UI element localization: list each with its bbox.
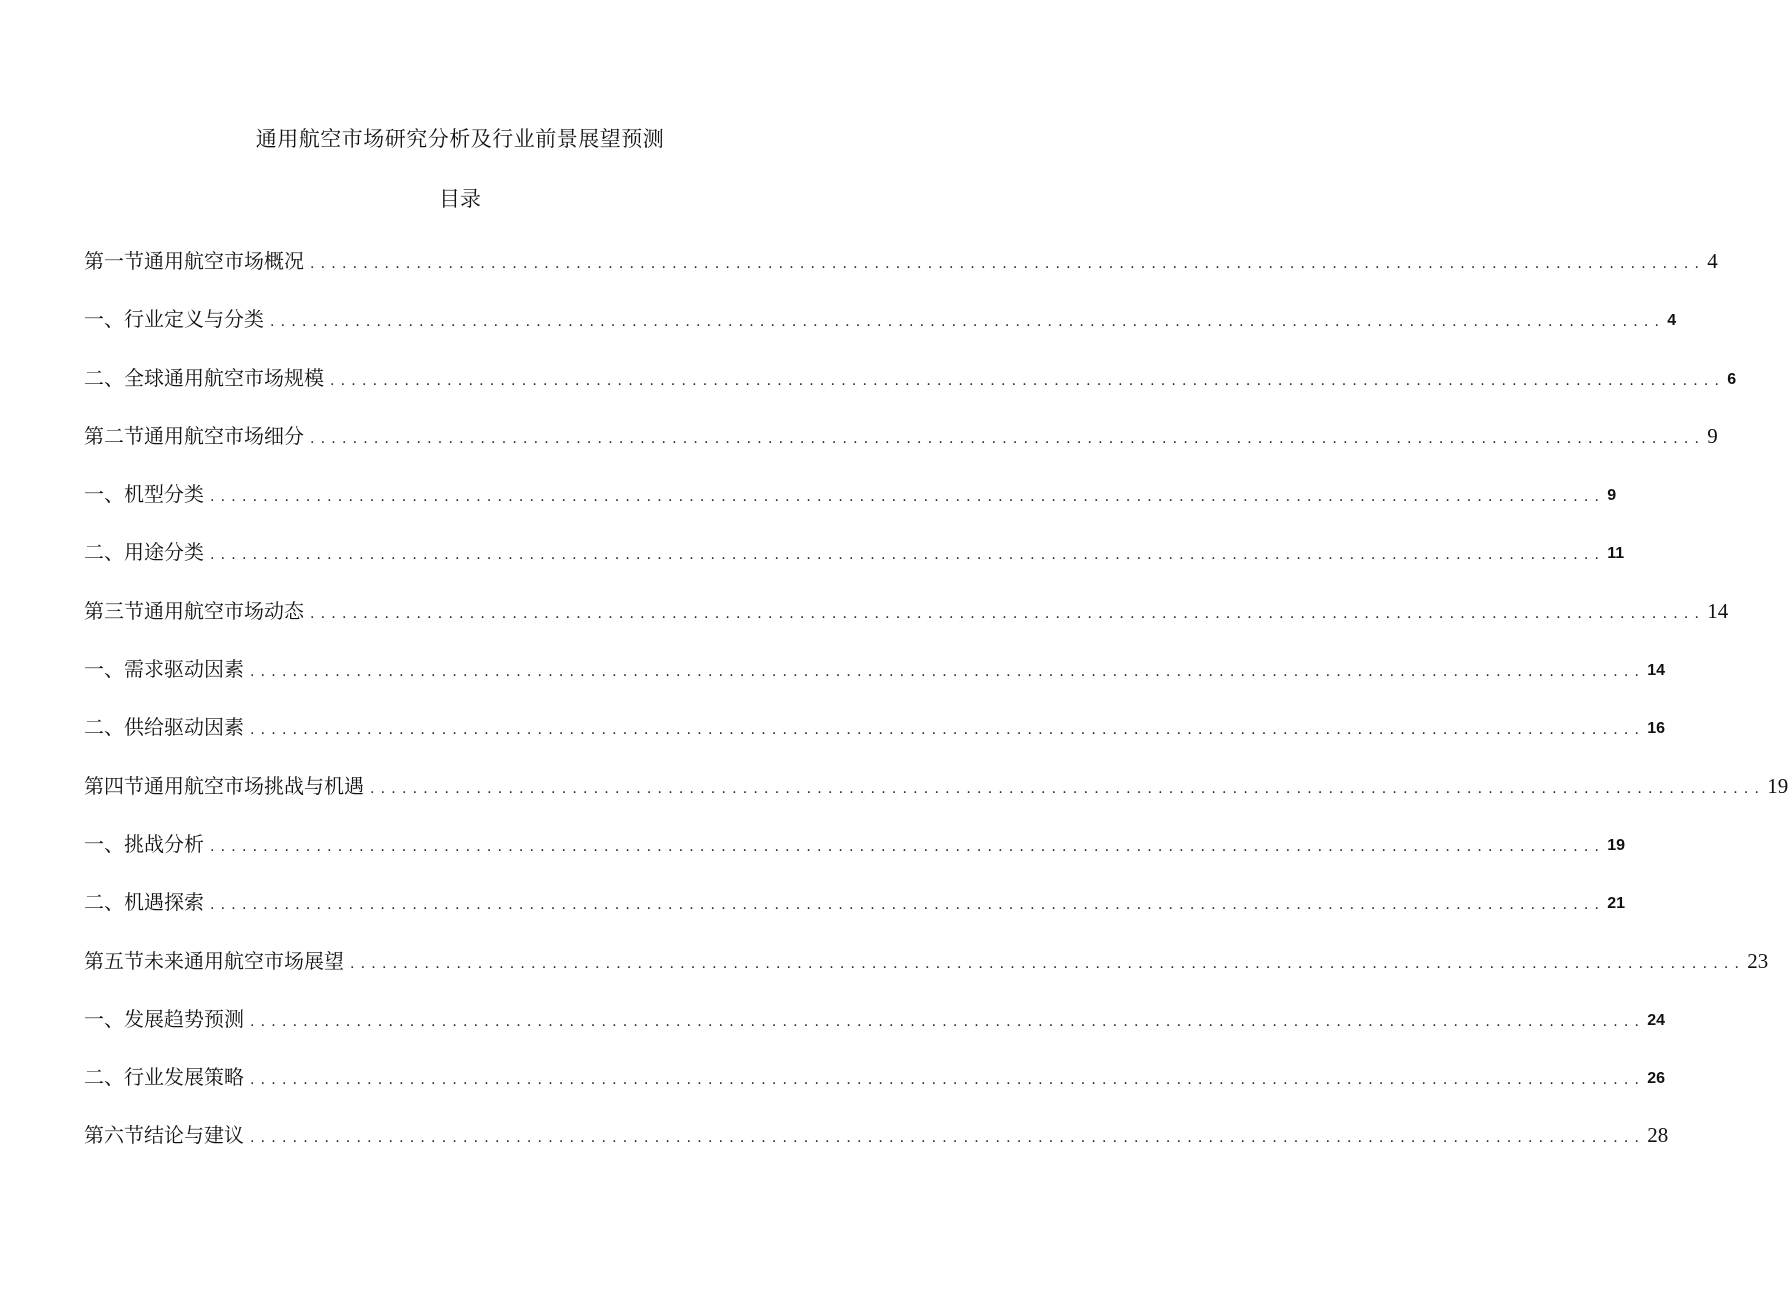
table-of-contents — [84, 246, 1788, 1179]
toc-entry-page: 19 — [1767, 773, 1788, 798]
toc-entry-page: 4 — [1667, 312, 1677, 330]
document-title: 通用航空市场研究分析及行业前景展望预测 — [255, 127, 665, 151]
dot-leader: ................................................................................................................................... — [310, 605, 1706, 622]
toc-entry-label: 一、发展趋势预测 — [84, 1006, 244, 1031]
toc-entry-label: 一、需求驱动因素 — [84, 657, 244, 682]
toc-entry-label: 第三节通用航空市场动态 — [84, 598, 304, 623]
toc-entry-label: 二、供给驱动因素 — [84, 715, 244, 740]
toc-entry[interactable] — [84, 712, 1665, 770]
toc-entry[interactable] — [84, 1062, 1665, 1120]
dot-leader: ................................................................................................................................... — [250, 1072, 1646, 1089]
toc-entry-label: 二、用途分类 — [84, 540, 204, 565]
toc-entry-label: 第二节通用航空市场细分 — [84, 423, 304, 448]
dot-leader: ................................................................................................................................... — [210, 489, 1606, 506]
toc-heading: 目录 — [439, 187, 481, 211]
dot-leader: ................................................................................................................................... — [250, 722, 1646, 739]
toc-entry[interactable] — [84, 771, 1788, 829]
dot-leader: ................................................................................................................................... — [250, 1013, 1646, 1030]
toc-entry-label: 一、机型分类 — [84, 482, 204, 507]
toc-entry[interactable] — [84, 596, 1729, 654]
toc-entry-page: 14 — [1647, 662, 1665, 680]
toc-entry-page: 19 — [1607, 836, 1625, 854]
toc-entry-label: 一、挑战分析 — [84, 831, 204, 856]
dot-leader: ................................................................................................................................... — [210, 547, 1606, 564]
toc-entry[interactable] — [84, 946, 1769, 1004]
toc-entry[interactable] — [84, 537, 1625, 595]
toc-entry[interactable] — [84, 363, 1737, 421]
toc-entry[interactable] — [84, 654, 1665, 712]
toc-entry[interactable] — [84, 246, 1718, 304]
toc-entry[interactable] — [84, 887, 1625, 945]
toc-entry-page: 16 — [1647, 720, 1665, 738]
toc-entry-label: 一、行业定义与分类 — [84, 307, 264, 332]
toc-entry-label: 二、全球通用航空市场规模 — [84, 365, 324, 390]
toc-entry-page: 14 — [1707, 598, 1729, 623]
dot-leader: ................................................................................................................................... — [370, 780, 1766, 797]
dot-leader: ................................................................................................................................... — [250, 1130, 1646, 1147]
dot-leader: ................................................................................................................................... — [310, 430, 1706, 447]
toc-entry-label: 二、行业发展策略 — [84, 1065, 244, 1090]
dot-leader: ................................................................................................................................... — [310, 256, 1706, 272]
toc-entry-page: 9 — [1707, 423, 1718, 448]
toc-entry-page: 21 — [1607, 895, 1625, 913]
toc-entry-label: 第六节结论与建议 — [84, 1123, 244, 1148]
dot-leader: ................................................................................................................................... — [270, 314, 1666, 331]
dot-leader: ................................................................................................................................... — [210, 897, 1606, 914]
dot-leader: ................................................................................................................................... — [350, 955, 1746, 972]
toc-entry-label: 第五节未来通用航空市场展望 — [84, 948, 344, 973]
toc-entry[interactable] — [84, 1120, 1669, 1178]
toc-entry-page: 4 — [1707, 249, 1718, 273]
toc-entry[interactable] — [84, 1004, 1665, 1062]
toc-entry[interactable] — [84, 421, 1718, 479]
dot-leader: ................................................................................................................................... — [250, 664, 1646, 681]
toc-entry[interactable] — [84, 304, 1677, 362]
toc-entry-page: 6 — [1727, 370, 1737, 388]
dot-leader: ................................................................................................................................... — [210, 838, 1606, 855]
toc-entry-page: 9 — [1607, 487, 1617, 505]
toc-entry[interactable] — [84, 479, 1617, 537]
toc-entry-label: 第四节通用航空市场挑战与机遇 — [84, 773, 364, 798]
dot-leader: ................................................................................................................................... — [330, 372, 1726, 389]
toc-entry-page: 26 — [1647, 1070, 1665, 1088]
toc-entry[interactable] — [84, 829, 1625, 887]
toc-entry-label: 第一节通用航空市场概况 — [84, 249, 304, 273]
toc-entry-label: 二、机遇探索 — [84, 890, 204, 915]
toc-entry-page: 24 — [1647, 1011, 1665, 1029]
toc-entry-page: 28 — [1647, 1123, 1669, 1148]
toc-entry-page: 23 — [1747, 948, 1769, 973]
toc-entry-page: 11 — [1607, 545, 1625, 563]
